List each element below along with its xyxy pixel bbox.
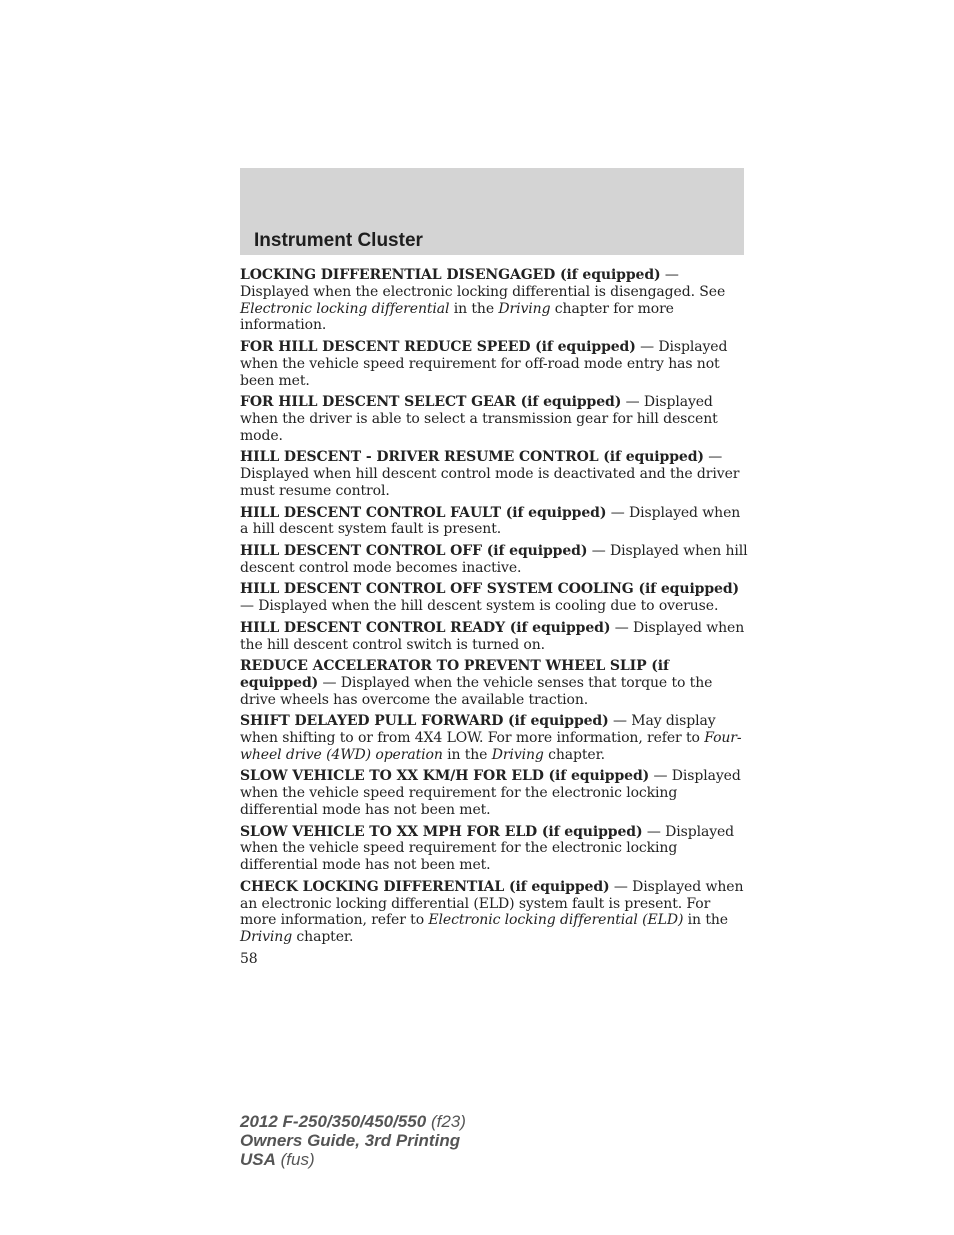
document-footer — [240, 1112, 466, 1169]
message-description: — Displayed when hill descent control mode becomes inactive. — [240, 542, 748, 576]
message-term: HILL DESCENT CONTROL OFF (if equipped) — [240, 542, 588, 559]
message-description: — Displayed when hill descent control mode is deactivated and the driver must resume control. — [240, 449, 740, 499]
message-description: — Displayed when the vehicle speed requirement for the electronic locking differential mode has not been met. — [240, 768, 741, 819]
footer-line-model — [240, 1112, 466, 1131]
message-entry — [240, 505, 748, 539]
message-entry — [240, 658, 748, 708]
cross-reference: Four-wheel drive (4WD) operation — [240, 730, 742, 763]
page-number: 58 — [240, 950, 258, 967]
message-term: REDUCE ACCELERATOR TO PREVENT WHEEL SLIP (if equipped) — [240, 658, 669, 691]
message-description: chapter. — [292, 929, 354, 946]
message-term: HILL DESCENT CONTROL FAULT (if equipped) — [240, 504, 607, 521]
cross-reference: Electronic locking differential (ELD) — [428, 912, 684, 929]
message-term: HILL DESCENT CONTROL OFF SYSTEM COOLING (if equipped) — [240, 581, 740, 598]
section-header-band — [240, 168, 744, 255]
message-description: — Displayed when a hill descent system fault is present. — [240, 504, 741, 538]
message-entry — [240, 713, 748, 763]
message-description: chapter. — [543, 746, 606, 763]
message-term: FOR HILL DESCENT REDUCE SPEED (if equipped) — [240, 338, 636, 355]
footer-region-code: (fus) — [275, 1150, 315, 1169]
message-entry — [240, 879, 748, 946]
message-description: — Displayed when the hill descent system is cooling due to overuse. — [240, 598, 719, 615]
message-entry — [240, 581, 748, 615]
message-term: HILL DESCENT - DRIVER RESUME CONTROL (if equipped) — [240, 449, 704, 466]
cross-reference: Driving — [240, 929, 293, 946]
message-entry — [240, 394, 748, 444]
message-description: chapter for more information. — [240, 300, 674, 334]
message-entry — [240, 267, 748, 334]
message-entry — [240, 339, 748, 389]
message-description: — Displayed when the electronic locking differential is disengaged. See — [240, 267, 726, 300]
message-term: SHIFT DELAYED PULL FORWARD (if equipped) — [240, 713, 609, 730]
footer-region: USA — [240, 1150, 276, 1169]
message-description: — Displayed when the vehicle speed requirement for the electronic locking differential mode has not been met. — [240, 823, 735, 874]
message-description: in the — [449, 300, 499, 317]
cross-reference: Driving — [498, 300, 551, 317]
message-description: in the — [442, 746, 492, 763]
footer-line-region — [240, 1150, 466, 1169]
message-entry — [240, 449, 748, 499]
message-term: CHECK LOCKING DIFFERENTIAL (if equipped) — [240, 878, 610, 895]
message-term: SLOW VEHICLE TO XX MPH FOR ELD (if equipped) — [240, 823, 643, 840]
message-entries — [240, 267, 748, 946]
message-description: — Displayed when the hill descent control switch is turned on. — [240, 619, 745, 653]
message-entry — [240, 824, 748, 874]
message-term: SLOW VEHICLE TO XX KM/H FOR ELD (if equipped) — [240, 768, 650, 785]
message-list — [240, 267, 748, 968]
footer-line-guide: Owners Guide, 3rd Printing — [240, 1131, 461, 1150]
section-title: Instrument Cluster — [254, 230, 423, 251]
message-entry — [240, 543, 748, 577]
message-description: — Displayed when the driver is able to select a transmission gear for hill descent mode. — [240, 394, 718, 444]
message-description: in the — [683, 912, 728, 929]
message-term: LOCKING DIFFERENTIAL DISENGAGED (if equipped) — [240, 267, 661, 283]
message-description: — Displayed when an electronic locking differential (ELD) system fault is present. For more information, refer to — [240, 878, 744, 929]
message-description: — Displayed when the vehicle speed requirement for off-road mode entry has not been met. — [240, 338, 728, 389]
message-term: FOR HILL DESCENT SELECT GEAR (if equipped) — [240, 394, 622, 411]
cross-reference: Driving — [491, 746, 544, 763]
cross-reference: Electronic locking differential — [240, 300, 450, 317]
message-description: — May display when shifting to or from 4X4 LOW. For more information, refer to — [240, 713, 716, 747]
message-description: — Displayed when the vehicle senses that torque to the drive wheels has overcome the available traction. — [240, 674, 713, 708]
message-entry — [240, 768, 748, 818]
footer-model-code: (f23) — [426, 1112, 466, 1131]
message-entry — [240, 620, 748, 654]
message-term: HILL DESCENT CONTROL READY (if equipped) — [240, 619, 611, 636]
footer-model: 2012 F-250/350/450/550 — [240, 1112, 427, 1131]
